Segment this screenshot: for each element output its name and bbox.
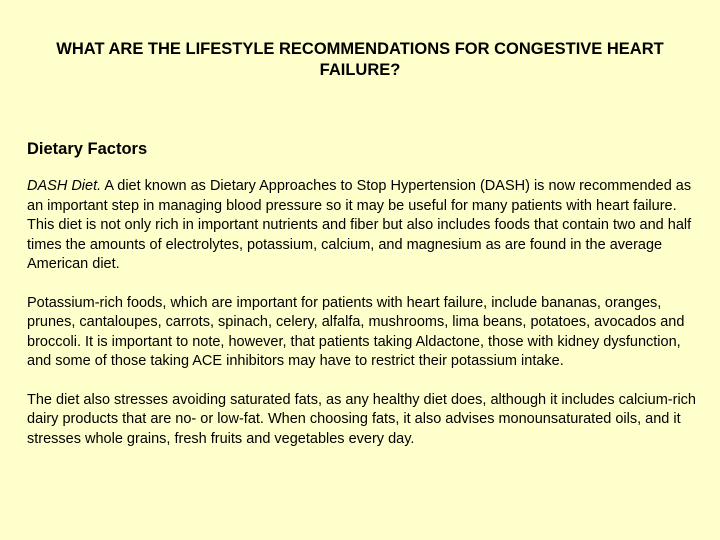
slide-content bbox=[27, 139, 699, 468]
section-heading: Dietary Factors bbox=[27, 140, 148, 158]
paragraph-fats: The diet also stresses avoiding saturated fats, as any healthy diet does, although it includes calcium-rich dairy products that are no- or low-fat. When choosing fats, it also advises monounsaturated oils, and it stresses whole grains, fresh fruits and vegetables every day. bbox=[27, 391, 696, 447]
dash-diet-text: A diet known as Dietary Approaches to Stop Hypertension (DASH) is now recommended as an important step in managing blood pressure so it may be useful for many patients with heart failure. This diet is not only rich in important nutrients and fiber but also includes foods that contain two and half times the amounts of electrolytes, potassium, calcium, and magnesium as are found in the average American diet. bbox=[27, 178, 692, 272]
dash-diet-term: DASH Diet. bbox=[27, 178, 102, 194]
slide-title: WHAT ARE THE LIFESTYLE RECOMMENDATIONS FOR CONGESTIVE HEART FAILURE? bbox=[56, 40, 664, 79]
paragraph-potassium: Potassium-rich foods, which are important for patients with heart failure, include bananas, oranges, prunes, cantaloupes, carrots, spinach, celery, alfalfa, mushrooms, lima beans, potatoes, avocados and broccoli. It is important to note, however, that patients taking Aldactone, those with kidney dysfunction, and some of those taking ACE inhibitors may have to restrict their potassium intake. bbox=[27, 294, 685, 369]
paragraph-dash-diet bbox=[27, 177, 699, 275]
